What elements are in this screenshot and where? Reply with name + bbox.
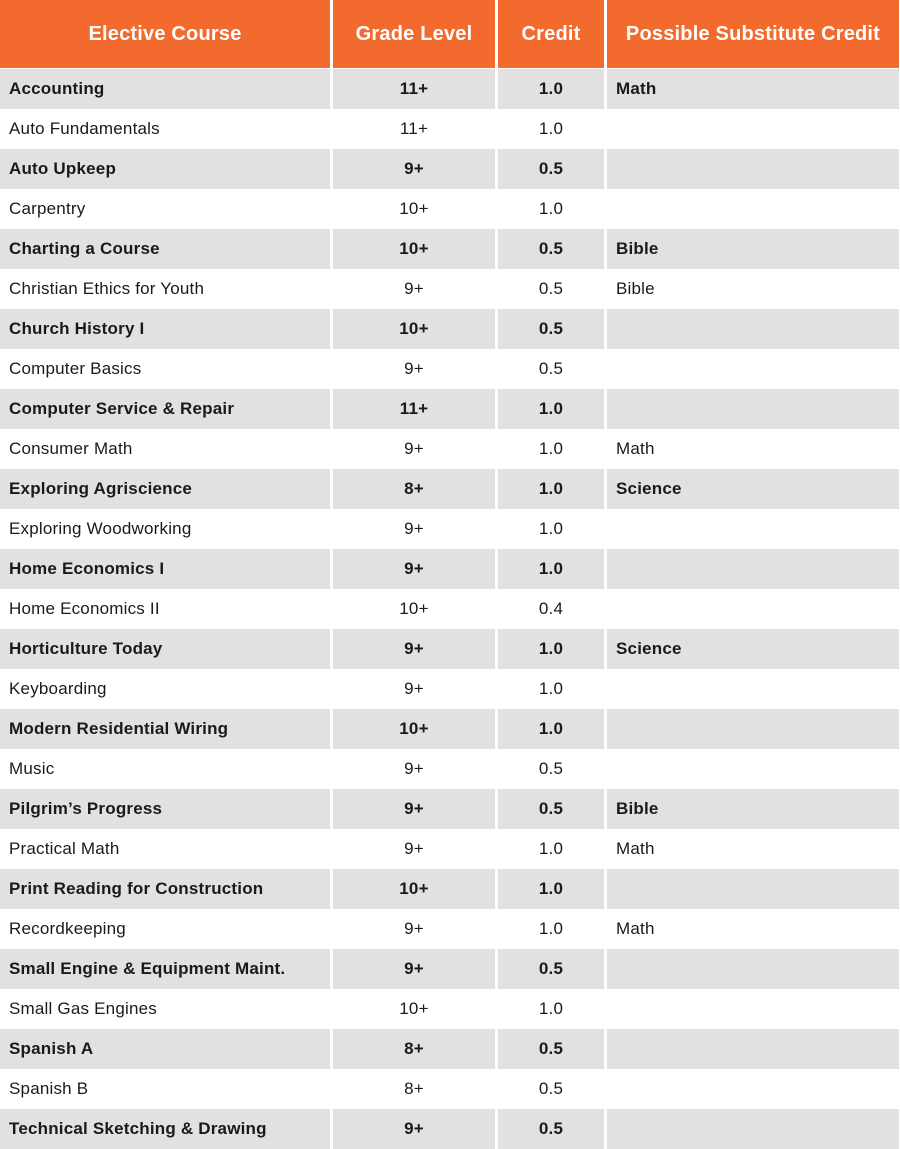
course-cell: Print Reading for Construction [0, 869, 330, 909]
substitute-credit-cell [607, 389, 899, 429]
substitute-credit-cell [607, 309, 899, 349]
substitute-credit-cell [607, 349, 899, 389]
credit-cell: 1.0 [498, 629, 604, 669]
course-cell: Music [0, 749, 330, 789]
grade-level-cell: 9+ [333, 509, 495, 549]
course-cell: Exploring Woodworking [0, 509, 330, 549]
substitute-credit-cell [607, 1029, 899, 1069]
grade-level-cell: 9+ [333, 349, 495, 389]
course-cell: Carpentry [0, 189, 330, 229]
course-cell: Spanish B [0, 1069, 330, 1109]
credit-cell: 1.0 [498, 389, 604, 429]
credit-cell: 0.5 [498, 749, 604, 789]
grade-level-cell: 11+ [333, 69, 495, 109]
course-cell: Church History I [0, 309, 330, 349]
grade-level-cell: 9+ [333, 949, 495, 989]
table-header-row [0, 0, 900, 68]
credit-cell: 1.0 [498, 829, 604, 869]
credit-cell: 0.5 [498, 229, 604, 269]
table-body [0, 69, 900, 1149]
credit-cell: 0.5 [498, 1109, 604, 1149]
table-row [0, 669, 900, 709]
table-row [0, 829, 900, 869]
grade-level-cell: 10+ [333, 229, 495, 269]
course-cell: Auto Upkeep [0, 149, 330, 189]
grade-level-cell: 10+ [333, 989, 495, 1029]
grade-level-cell: 9+ [333, 429, 495, 469]
table-row [0, 1109, 900, 1149]
credit-cell: 1.0 [498, 909, 604, 949]
table-row [0, 789, 900, 829]
grade-level-cell: 8+ [333, 1029, 495, 1069]
table-row [0, 189, 900, 229]
substitute-credit-cell: Bible [607, 229, 899, 269]
course-cell: Computer Basics [0, 349, 330, 389]
grade-level-cell: 9+ [333, 549, 495, 589]
substitute-credit-cell [607, 109, 899, 149]
grade-level-cell: 10+ [333, 589, 495, 629]
header-credit: Credit [498, 0, 604, 68]
substitute-credit-cell [607, 669, 899, 709]
grade-level-cell: 8+ [333, 1069, 495, 1109]
table-row [0, 69, 900, 109]
grade-level-cell: 10+ [333, 709, 495, 749]
course-cell: Technical Sketching & Drawing [0, 1109, 330, 1149]
course-cell: Horticulture Today [0, 629, 330, 669]
grade-level-cell: 9+ [333, 749, 495, 789]
table-row [0, 229, 900, 269]
course-cell: Keyboarding [0, 669, 330, 709]
grade-level-cell: 9+ [333, 629, 495, 669]
table-row [0, 349, 900, 389]
grade-level-cell: 9+ [333, 669, 495, 709]
table-row [0, 469, 900, 509]
course-cell: Exploring Agriscience [0, 469, 330, 509]
credit-cell: 1.0 [498, 989, 604, 1029]
table-row [0, 1029, 900, 1069]
course-cell: Modern Residential Wiring [0, 709, 330, 749]
credit-cell: 1.0 [498, 429, 604, 469]
substitute-credit-cell [607, 1109, 899, 1149]
table-row [0, 1069, 900, 1109]
substitute-credit-cell [607, 709, 899, 749]
header-elective-course: Elective Course [0, 0, 330, 68]
substitute-credit-cell: Bible [607, 789, 899, 829]
grade-level-cell: 9+ [333, 1109, 495, 1149]
credit-cell: 0.5 [498, 789, 604, 829]
table-row [0, 629, 900, 669]
credit-cell: 1.0 [498, 469, 604, 509]
substitute-credit-cell [607, 509, 899, 549]
course-cell: Pilgrim’s Progress [0, 789, 330, 829]
credit-cell: 0.5 [498, 1029, 604, 1069]
grade-level-cell: 10+ [333, 189, 495, 229]
credit-cell: 1.0 [498, 549, 604, 589]
course-cell: Small Gas Engines [0, 989, 330, 1029]
grade-level-cell: 10+ [333, 309, 495, 349]
grade-level-cell: 8+ [333, 469, 495, 509]
substitute-credit-cell [607, 949, 899, 989]
substitute-credit-cell: Math [607, 429, 899, 469]
header-substitute-credit: Possible Substitute Credit [607, 0, 899, 68]
credit-cell: 1.0 [498, 669, 604, 709]
course-cell: Recordkeeping [0, 909, 330, 949]
credit-cell: 0.5 [498, 269, 604, 309]
credit-cell: 0.5 [498, 349, 604, 389]
course-cell: Auto Fundamentals [0, 109, 330, 149]
substitute-credit-cell [607, 589, 899, 629]
course-cell: Home Economics I [0, 549, 330, 589]
grade-level-cell: 10+ [333, 869, 495, 909]
substitute-credit-cell: Math [607, 829, 899, 869]
course-cell: Home Economics II [0, 589, 330, 629]
substitute-credit-cell [607, 749, 899, 789]
substitute-credit-cell: Science [607, 469, 899, 509]
substitute-credit-cell: Bible [607, 269, 899, 309]
table-row [0, 309, 900, 349]
course-cell: Computer Service & Repair [0, 389, 330, 429]
credit-cell: 0.5 [498, 1069, 604, 1109]
table-row [0, 909, 900, 949]
credit-cell: 1.0 [498, 869, 604, 909]
substitute-credit-cell [607, 549, 899, 589]
course-cell: Spanish A [0, 1029, 330, 1069]
table-row [0, 949, 900, 989]
course-cell: Consumer Math [0, 429, 330, 469]
table-row [0, 989, 900, 1029]
credit-cell: 1.0 [498, 69, 604, 109]
course-cell: Practical Math [0, 829, 330, 869]
course-cell: Small Engine & Equipment Maint. [0, 949, 330, 989]
substitute-credit-cell: Science [607, 629, 899, 669]
credit-cell: 0.4 [498, 589, 604, 629]
credit-cell: 0.5 [498, 309, 604, 349]
course-cell: Charting a Course [0, 229, 330, 269]
course-cell: Christian Ethics for Youth [0, 269, 330, 309]
table-row [0, 389, 900, 429]
substitute-credit-cell [607, 189, 899, 229]
grade-level-cell: 9+ [333, 909, 495, 949]
table-row [0, 269, 900, 309]
table-row [0, 509, 900, 549]
credit-cell: 0.5 [498, 949, 604, 989]
credit-cell: 0.5 [498, 149, 604, 189]
table-row [0, 549, 900, 589]
substitute-credit-cell [607, 989, 899, 1029]
table-row [0, 589, 900, 629]
grade-level-cell: 9+ [333, 829, 495, 869]
table-row [0, 429, 900, 469]
grade-level-cell: 11+ [333, 109, 495, 149]
substitute-credit-cell [607, 149, 899, 189]
table-row [0, 869, 900, 909]
table-row [0, 749, 900, 789]
credit-cell: 1.0 [498, 709, 604, 749]
credit-cell: 1.0 [498, 189, 604, 229]
substitute-credit-cell: Math [607, 69, 899, 109]
grade-level-cell: 9+ [333, 149, 495, 189]
grade-level-cell: 11+ [333, 389, 495, 429]
table-row [0, 109, 900, 149]
course-cell: Accounting [0, 69, 330, 109]
header-grade-level: Grade Level [333, 0, 495, 68]
grade-level-cell: 9+ [333, 269, 495, 309]
grade-level-cell: 9+ [333, 789, 495, 829]
credit-cell: 1.0 [498, 109, 604, 149]
substitute-credit-cell [607, 869, 899, 909]
substitute-credit-cell: Math [607, 909, 899, 949]
table-row [0, 149, 900, 189]
table-row [0, 709, 900, 749]
substitute-credit-cell [607, 1069, 899, 1109]
credit-cell: 1.0 [498, 509, 604, 549]
